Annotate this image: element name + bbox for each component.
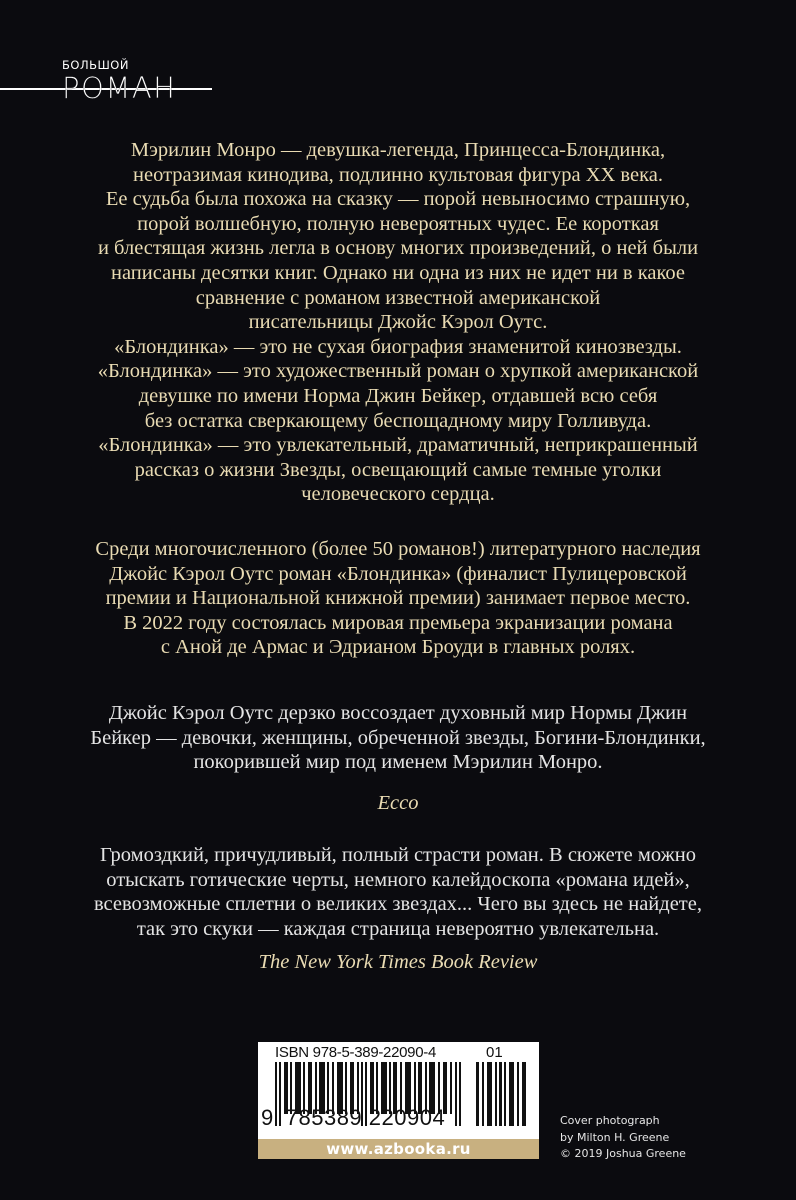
- logo-main-text: РОМАН: [62, 71, 177, 105]
- isbn-barcode: [258, 1042, 539, 1159]
- text-line: с Аной де Армас и Эдрианом Броуди в главных ролях.: [160, 636, 636, 659]
- quote-line: всевозможные сплетни о великих звездах... Чего вы здесь не найдете,: [94, 893, 702, 916]
- text-line: «Блондинка» — это художественный роман о хрупкой американской: [97, 360, 699, 383]
- barcode-digit-prefix: 9: [261, 1105, 274, 1130]
- logo-top-text: БОЛЬШОЙ: [62, 58, 129, 72]
- text-line: человеческого сердца.: [301, 483, 495, 506]
- annotation-paragraph-2: [60, 537, 736, 660]
- text-line: «Блондинка» — это увлекательный, драматичный, неприкрашенный: [98, 434, 698, 457]
- text-line: писательницы Джойс Кэрол Оутс.: [248, 311, 548, 334]
- text-line: порой волшебную, полную невероятных чудес. Ее короткая: [137, 212, 659, 235]
- text-line: девушке по имени Норма Джин Бейкер, отдавшей всю себя: [138, 384, 658, 407]
- publisher-url: www.azbooka.ru: [258, 1139, 539, 1159]
- text-line: без остатка сверкающему беспощадному миру Голливуда.: [144, 409, 652, 432]
- quote-line: Джойс Кэрол Оутс дерзко воссоздает духовный мир Нормы Джин: [108, 702, 688, 724]
- credit-line: by Milton H. Greene: [560, 1130, 670, 1144]
- quote-2-source: The New York Times Book Review: [258, 951, 538, 973]
- quote-1-source: Ecco: [377, 792, 419, 814]
- credit-line: Cover photograph: [560, 1114, 660, 1127]
- barcode-digits: [261, 1106, 445, 1130]
- review-quote-1: [60, 701, 736, 775]
- text-line: Мэрилин Монро — девушка-легенда, Принцесса-Блондинка,: [130, 139, 666, 161]
- review-quote-2: [60, 843, 736, 941]
- credit-line: © 2019 Joshua Greene: [560, 1147, 686, 1160]
- text-line: Ее судьба была похожа на сказку — порой невыносимо страшную,: [105, 188, 691, 211]
- text-line: и блестящая жизнь легла в основу многих произведений, о ней были: [97, 237, 699, 260]
- text-line: сравнение с романом известной американской: [195, 286, 601, 309]
- barcode-digit-rest: 785389 220904: [285, 1105, 446, 1130]
- quote-line: Бейкер — девочки, женщины, обреченной звезды, Богини-Блондинки,: [90, 726, 706, 749]
- text-line: рассказ о жизни Звезды, освещающий самые темные уголки: [134, 458, 662, 481]
- text-line: написаны десятки книг. Однако ни одна из них не идет ни в какое: [111, 261, 685, 284]
- quote-line: покорившей мир под именем Мэрилин Монро.: [193, 751, 603, 774]
- text-line: неотразимая кинодива, подлинно культовая фигура XX века.: [133, 163, 663, 186]
- text-line: В 2022 году состоялась мировая премьера экранизации романа: [123, 611, 673, 634]
- text-line: «Блондинка» — это не сухая биография знаменитой кинозвезды.: [114, 335, 682, 358]
- barcode-addon-bars-icon: [476, 1062, 528, 1126]
- isbn-label: ISBN 978-5-389-22090-4: [275, 1044, 437, 1061]
- photo-credits: [560, 1113, 686, 1163]
- quote-line: отыскать готические черты, немного калейдоскопа «романа идей»,: [106, 868, 690, 891]
- text-line: Среди многочисленного (более 50 романов!) литературного наследия: [95, 538, 701, 560]
- quote-line: так это скуки — каждая страница невероятно увлекательна.: [136, 917, 660, 940]
- text-line: Джойс Кэрол Оутс роман «Блондинка» (финалист Пулицеровской: [109, 562, 687, 585]
- barcode-addon-label: 01: [486, 1044, 503, 1061]
- publisher-series-logo: [0, 56, 230, 106]
- annotation-paragraph-1: [60, 138, 736, 507]
- quote-line: Громоздкий, причудливый, полный страсти роман. В сюжете можно: [99, 844, 697, 866]
- text-line: премии и Национальной книжной премии) занимает первое место.: [105, 587, 691, 610]
